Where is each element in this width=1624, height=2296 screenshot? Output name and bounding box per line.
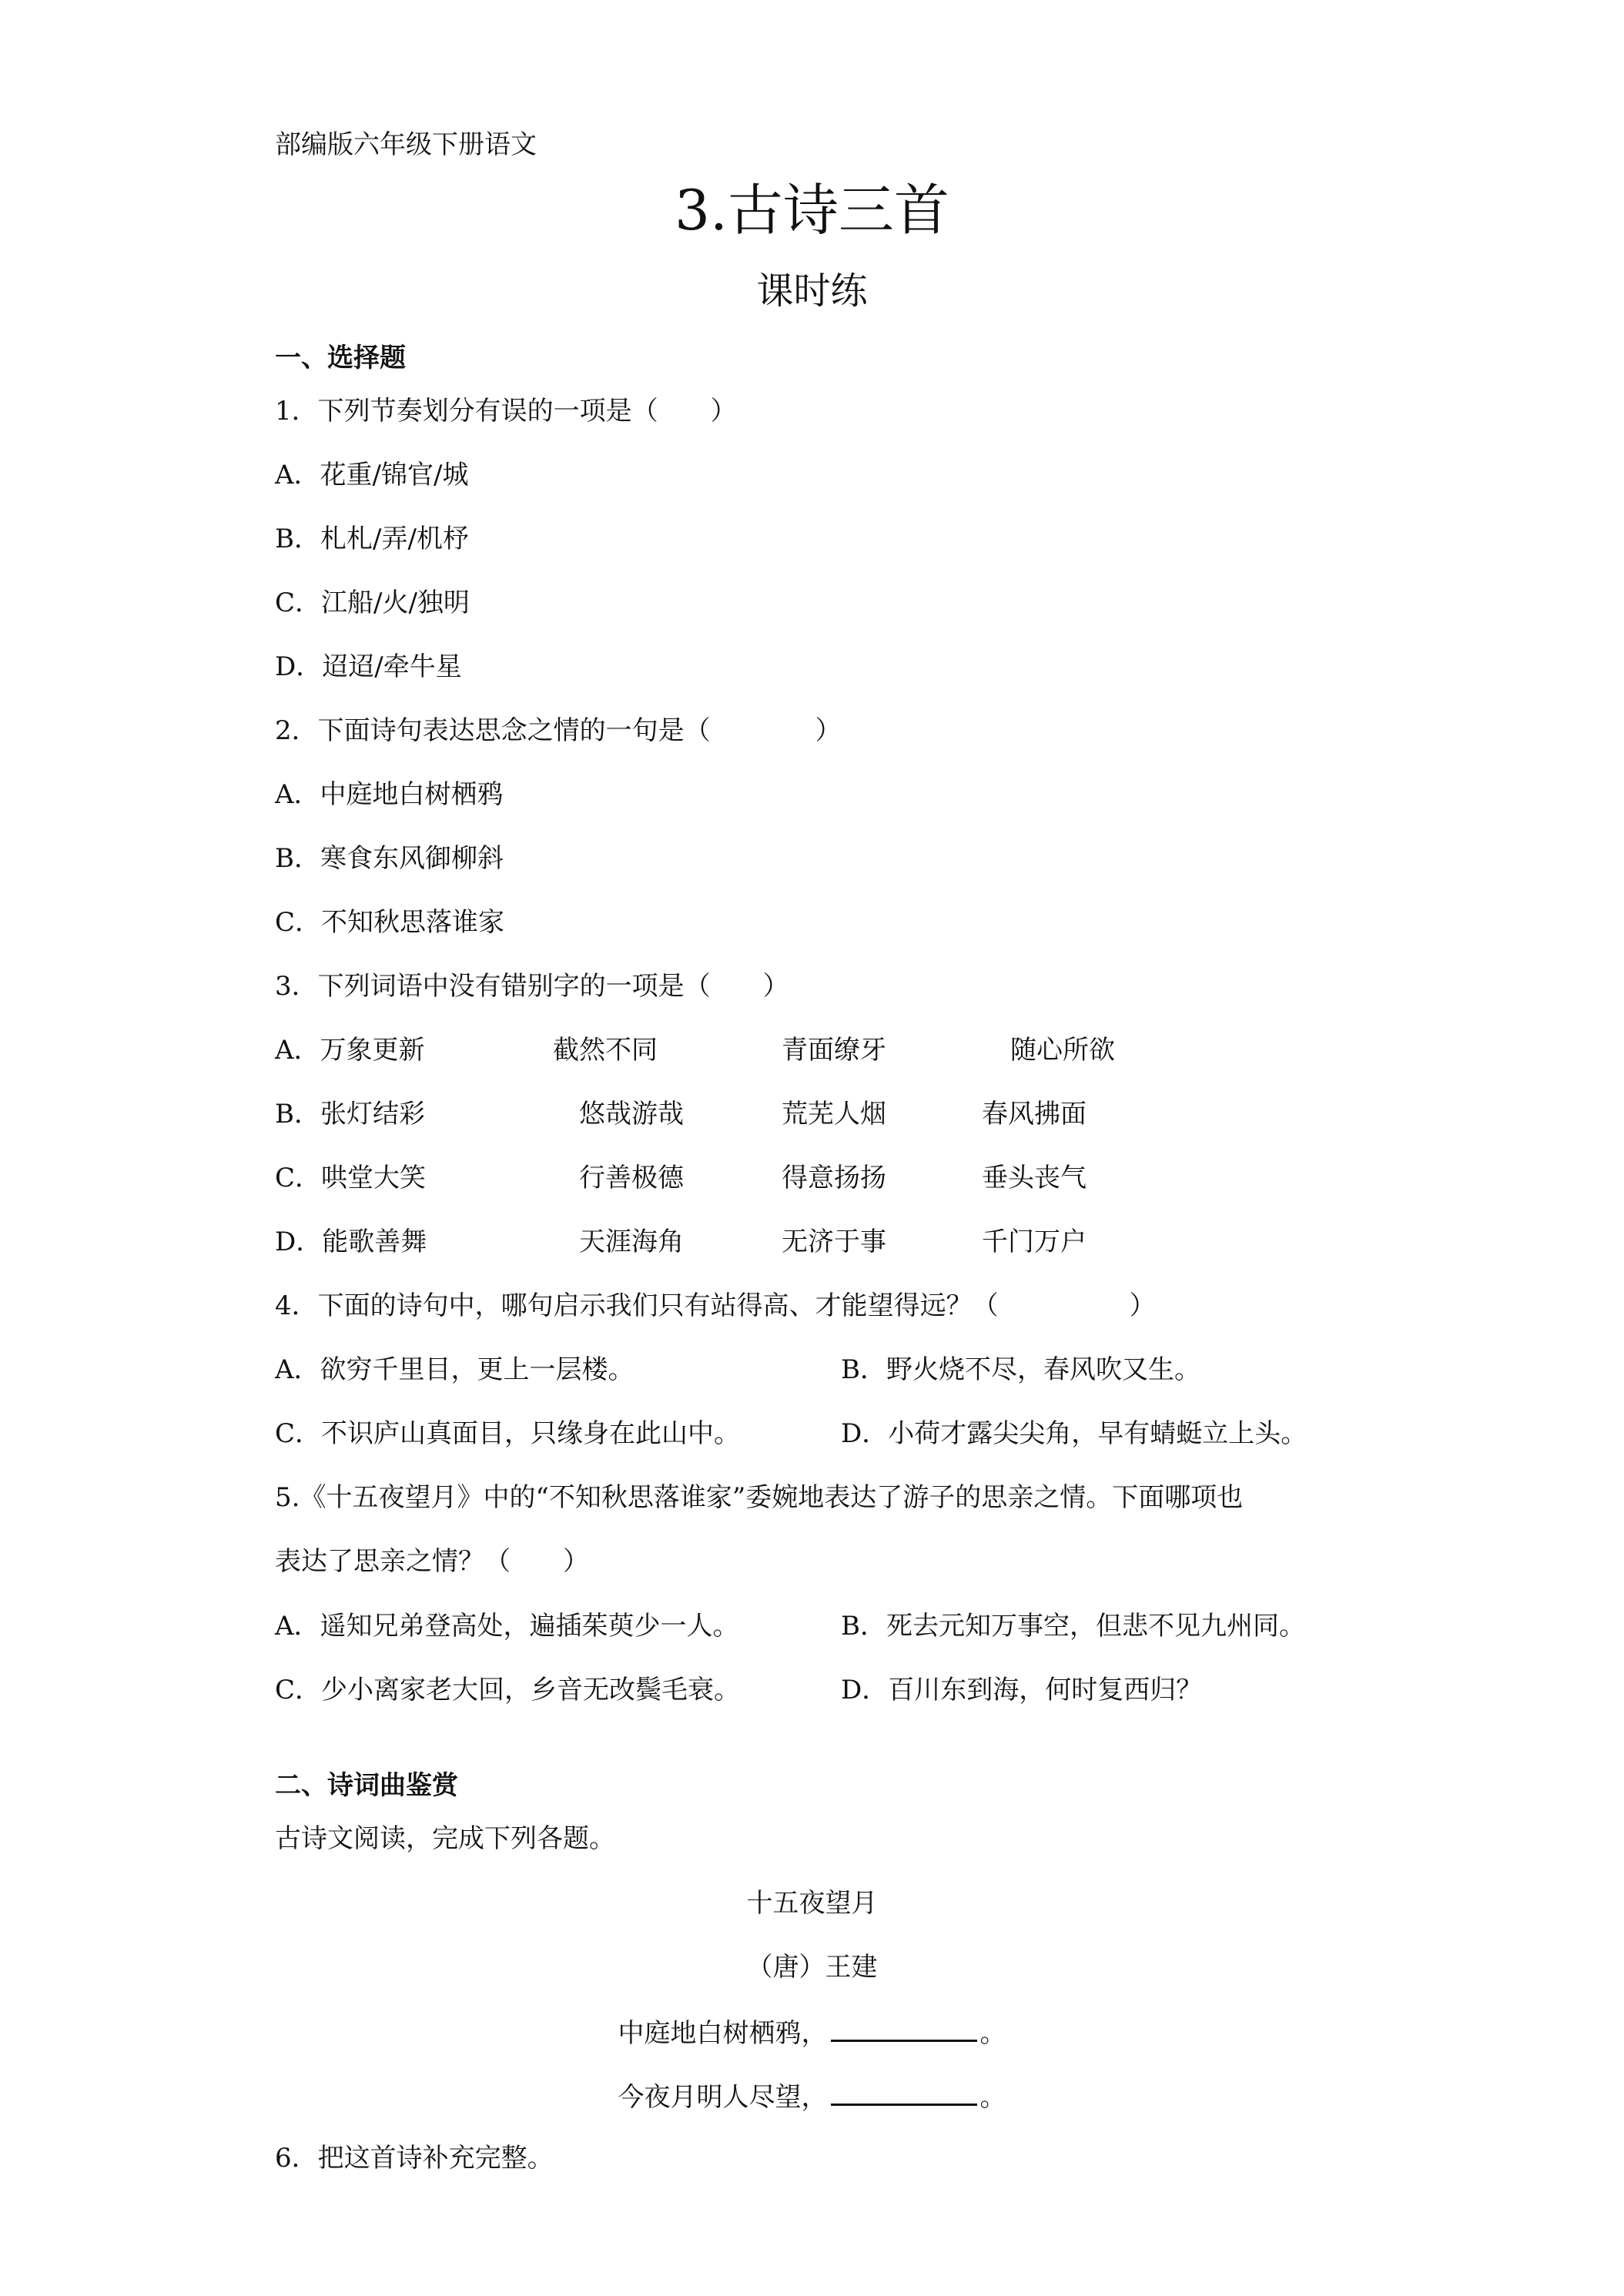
poem-line-2 <box>0 2077 1624 2114</box>
poem-line-1-end: 。 <box>979 2018 1006 2049</box>
question-3-option-c-word4: 垂头丧气 <box>982 1163 1087 1193</box>
question-3-option-a-word1: A．万象更新 <box>275 1035 425 1066</box>
section-heading-choice: 一、选择题 <box>275 343 406 373</box>
question-3-option-a-word3: 青面缭牙 <box>782 1035 886 1066</box>
poem-line-2-end: 。 <box>979 2082 1006 2113</box>
question-2-option-a: A．中庭地白树栖鸦 <box>275 779 504 810</box>
section-instruction: 古诗文阅读，完成下列各题。 <box>275 1823 615 1854</box>
question-2-option-b: B．寒食东风御柳斜 <box>275 843 504 874</box>
poem-line-1 <box>0 2013 1624 2050</box>
question-3-option-d-word1: D．能歌善舞 <box>275 1227 427 1257</box>
question-3-option-b-word3: 荒芜人烟 <box>782 1099 886 1130</box>
poem-line-2-text: 今夜月明人尽望， <box>618 2082 828 2113</box>
question-5-option-a: A．遥知兄弟登高处，遍插茱萸少一人。 <box>275 1611 739 1642</box>
question-3-option-a-word2: 截然不同 <box>553 1035 658 1066</box>
poem-line-1-blank[interactable] <box>831 2013 977 2042</box>
poem-title: 十五夜望月 <box>746 1888 878 1919</box>
page-subtitle: 课时练 <box>756 269 868 313</box>
question-3-option-b-word2: 悠哉游哉 <box>579 1099 684 1130</box>
question-5-option-c: C．少小离家老大回，乡音无改鬓毛衰。 <box>275 1675 741 1705</box>
question-1-option-b: B．札札/弄/机杼 <box>275 524 469 554</box>
poem-author: （唐）王建 <box>746 1952 878 1983</box>
question-3-option-b-word1: B．张灯结彩 <box>275 1099 425 1130</box>
section-heading-poetry: 二、诗词曲鉴赏 <box>275 1770 458 1801</box>
question-1-option-c: C．江船/火/独明 <box>275 587 470 618</box>
question-1-option-a: A．花重/锦官/城 <box>275 460 469 490</box>
question-4-option-a: A．欲穷千里目，更上一层楼。 <box>275 1354 635 1385</box>
question-3-option-d-word3: 无济于事 <box>782 1227 886 1257</box>
poem-line-2-blank[interactable] <box>831 2077 977 2106</box>
question-3-option-c-word3: 得意扬扬 <box>782 1163 886 1193</box>
question-3-option-c-word2: 行善极德 <box>579 1163 684 1193</box>
question-3-stem: 3．下列词语中没有错别字的一项是（ ） <box>275 971 789 1002</box>
question-1-option-d: D．迢迢/牵牛星 <box>275 651 462 682</box>
question-6-stem: 6．把这首诗补充完整。 <box>275 2143 554 2174</box>
question-4-option-d: D．小荷才露尖尖角，早有蜻蜓立上头。 <box>841 1418 1308 1449</box>
question-1-stem: 1．下列节奏划分有误的一项是（ ） <box>275 396 737 427</box>
question-2-stem: 2．下面诗句表达思念之情的一句是（ ） <box>275 715 842 746</box>
question-5-option-b: B．死去元知万事空，但悲不见九州同。 <box>841 1611 1305 1642</box>
question-3-option-b-word4: 春风拂面 <box>982 1099 1087 1130</box>
question-2-option-c: C．不知秋思落谁家 <box>275 907 505 938</box>
question-5-stem-line2: 表达了思亲之情？（ ） <box>275 1546 589 1577</box>
question-4-option-b: B．野火烧不尽，春风吹又生。 <box>841 1354 1200 1385</box>
question-5-stem-line1: 5.《十五夜望月》中的“不知秋思落谁家”委婉地表达了游子的思亲之情。下面哪项也 <box>275 1482 1244 1513</box>
question-5-option-d: D．百川东到海，何时复西归？ <box>841 1675 1203 1705</box>
question-4-option-c: C．不识庐山真面目，只缘身在此山中。 <box>275 1418 741 1449</box>
series-label: 部编版六年级下册语文 <box>275 129 537 160</box>
question-3-option-d-word2: 天涯海角 <box>579 1227 684 1257</box>
question-4-stem: 4．下面的诗句中，哪句启示我们只有站得高、才能望得远？（ ） <box>275 1290 1156 1321</box>
question-3-option-a-word4: 随心所欲 <box>1010 1035 1115 1066</box>
question-3-option-c-word1: C．哄堂大笑 <box>275 1163 427 1193</box>
poem-line-1-text: 中庭地白树栖鸦， <box>618 2018 828 2049</box>
page-title: 3.古诗三首 <box>675 178 949 243</box>
question-3-option-d-word4: 千门万户 <box>982 1227 1087 1257</box>
